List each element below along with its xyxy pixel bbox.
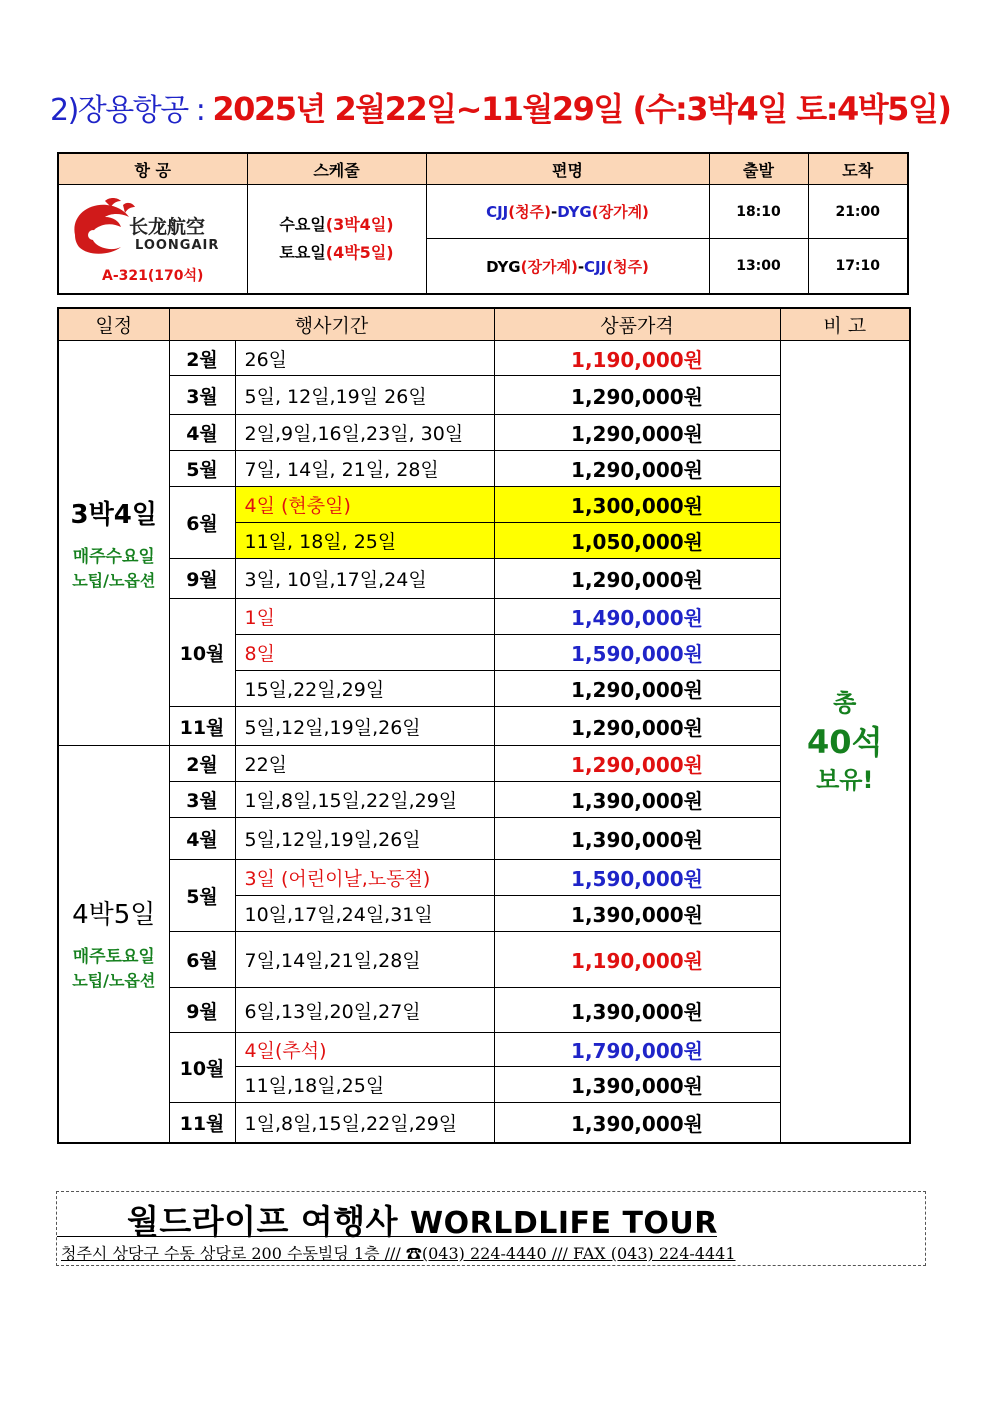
dates-cell: 8일 xyxy=(235,635,494,671)
arrival-outbound: 21:00 xyxy=(808,185,908,239)
group-4n5d-title: 4박5일 xyxy=(72,900,156,931)
dates-cell: 1일 xyxy=(235,599,494,635)
price-header-price: 상품가격 xyxy=(494,308,780,341)
schedule-cell xyxy=(247,185,426,295)
price-cell: 1,390,000원 xyxy=(494,782,780,818)
group-4n5d-sub1: 매주토요일 xyxy=(72,947,155,968)
month-cell: 4월 xyxy=(169,818,235,860)
dates-cell: 3일, 10일,17일,24일 xyxy=(235,559,494,599)
dates-cell: 1일,8일,15일,22일,29일 xyxy=(235,782,494,818)
group-3n4d-sub1: 매주수요일 xyxy=(72,546,155,567)
arrival-return: 17:10 xyxy=(808,239,908,294)
flight-header-flight: 편명 xyxy=(426,153,709,185)
dates-cell: 2일,9일,16일,23일, 30일 xyxy=(235,415,494,451)
price-cell: 1,290,000원 xyxy=(494,559,780,599)
flight-header-arrival: 도착 xyxy=(808,153,908,185)
departure-return: 13:00 xyxy=(709,239,808,294)
route-return: DYG(장가계)-CJJ(청주) xyxy=(426,239,709,294)
dates-cell: 1일,8일,15일,22일,29일 xyxy=(235,1103,494,1143)
price-cell: 1,050,000원 xyxy=(494,523,780,559)
month-cell: 6월 xyxy=(169,932,235,988)
price-cell: 1,290,000원 xyxy=(494,746,780,782)
company-name-en: WORLDLIFE TOUR xyxy=(410,1206,718,1241)
dates-cell: 4일(추석) xyxy=(235,1033,494,1067)
dates-cell: 3일 (어린이날,노동절) xyxy=(235,860,494,896)
aircraft-label: A-321(170석) xyxy=(102,268,204,284)
page-title xyxy=(50,84,951,130)
month-cell: 10월 xyxy=(169,1033,235,1103)
price-cell: 1,290,000원 xyxy=(494,451,780,487)
dates-cell: 4일 (현충일) xyxy=(235,487,494,523)
departure-outbound: 18:10 xyxy=(709,185,808,239)
month-cell: 11월 xyxy=(169,1103,235,1143)
price-cell: 1,390,000원 xyxy=(494,988,780,1033)
price-header-period: 행사기간 xyxy=(169,308,494,341)
flight-table xyxy=(57,152,909,295)
price-header-itinerary: 일정 xyxy=(58,308,169,341)
flight-header-departure: 출발 xyxy=(709,153,808,185)
group-4n5d-sub2: 노팁/노옵션 xyxy=(72,971,156,991)
month-cell: 10월 xyxy=(169,599,235,707)
airline-cell xyxy=(58,185,247,295)
group-4n5d xyxy=(58,746,169,1143)
price-header-remark: 비 고 xyxy=(780,308,910,341)
flight-header-schedule: 스케줄 xyxy=(247,153,426,185)
price-cell: 1,290,000원 xyxy=(494,376,780,415)
group-3n4d xyxy=(58,341,169,746)
group-3n4d-sub2: 노팁/노옵션 xyxy=(72,570,156,590)
title-main: 2025년 2월22일~11월29일 (수:3박4일 토:4박5일) xyxy=(212,90,951,128)
price-cell: 1,590,000원 xyxy=(494,635,780,671)
dates-cell: 10일,17일,24일,31일 xyxy=(235,896,494,932)
price-cell: 1,290,000원 xyxy=(494,707,780,746)
dates-cell: 7일,14일,21일,28일 xyxy=(235,932,494,988)
schedule-wed: 수요일(3박4일) xyxy=(279,215,394,234)
price-cell: 1,390,000원 xyxy=(494,1103,780,1143)
group-3n4d-title: 3박4일 xyxy=(70,499,157,530)
logo-cn-text: 长龙航空 xyxy=(129,216,206,238)
dates-cell: 5일, 12일,19일 26일 xyxy=(235,376,494,415)
price-cell: 1,790,000원 xyxy=(494,1033,780,1067)
month-cell: 3월 xyxy=(169,782,235,818)
dates-cell: 7일, 14일, 21일, 28일 xyxy=(235,451,494,487)
dates-cell: 5일,12일,19일,26일 xyxy=(235,707,494,746)
dates-cell: 11일, 18일, 25일 xyxy=(235,523,494,559)
dates-cell: 6일,13일,20일,27일 xyxy=(235,988,494,1033)
price-cell: 1,290,000원 xyxy=(494,415,780,451)
price-cell: 1,390,000원 xyxy=(494,896,780,932)
logo-en-text: LOONGAIR xyxy=(135,238,220,253)
month-cell: 6월 xyxy=(169,487,235,559)
month-cell: 9월 xyxy=(169,988,235,1033)
price-cell: 1,190,000원 xyxy=(494,932,780,988)
price-cell: 1,390,000원 xyxy=(494,1067,780,1103)
price-table xyxy=(57,307,911,1144)
remark-line1: 총 xyxy=(833,689,857,718)
month-cell: 2월 xyxy=(169,341,235,376)
title-prefix: 2)장용항공 : xyxy=(50,93,213,128)
dates-cell: 22일 xyxy=(235,746,494,782)
price-cell: 1,290,000원 xyxy=(494,671,780,707)
footer-divider xyxy=(57,1236,717,1237)
company-address: 청주시 상당구 수동 상당로 200 수동빌딩 1층 /// ☎(043) 224-4440 /// FAX (043) 224-4441 xyxy=(61,1244,736,1263)
month-cell: 5월 xyxy=(169,451,235,487)
dates-cell: 15일,22일,29일 xyxy=(235,671,494,707)
month-cell: 3월 xyxy=(169,376,235,415)
price-cell: 1,390,000원 xyxy=(494,818,780,860)
schedule-sat: 토요일(4박5일) xyxy=(279,243,394,262)
company-name-ko: 월드라이프 여행사 xyxy=(127,1202,399,1241)
dates-cell: 5일,12일,19일,26일 xyxy=(235,818,494,860)
month-cell: 4월 xyxy=(169,415,235,451)
month-cell: 11월 xyxy=(169,707,235,746)
flight-header-airline: 항 공 xyxy=(58,153,247,185)
month-cell: 9월 xyxy=(169,559,235,599)
remark-line3: 보유! xyxy=(816,766,874,795)
price-cell: 1,300,000원 xyxy=(494,487,780,523)
month-cell: 2월 xyxy=(169,746,235,782)
route-outbound: CJJ(청주)-DYG(장가계) xyxy=(426,185,709,239)
price-cell: 1,590,000원 xyxy=(494,860,780,896)
price-cell: 1,490,000원 xyxy=(494,599,780,635)
remark-cell xyxy=(780,341,910,1143)
price-cell: 1,190,000원 xyxy=(494,341,780,376)
dates-cell: 26일 xyxy=(235,341,494,376)
loongair-logo xyxy=(65,195,235,259)
remark-seats: 40석 xyxy=(807,723,883,762)
dates-cell: 11일,18일,25일 xyxy=(235,1067,494,1103)
company-footer xyxy=(56,1191,926,1266)
month-cell: 5월 xyxy=(169,860,235,932)
